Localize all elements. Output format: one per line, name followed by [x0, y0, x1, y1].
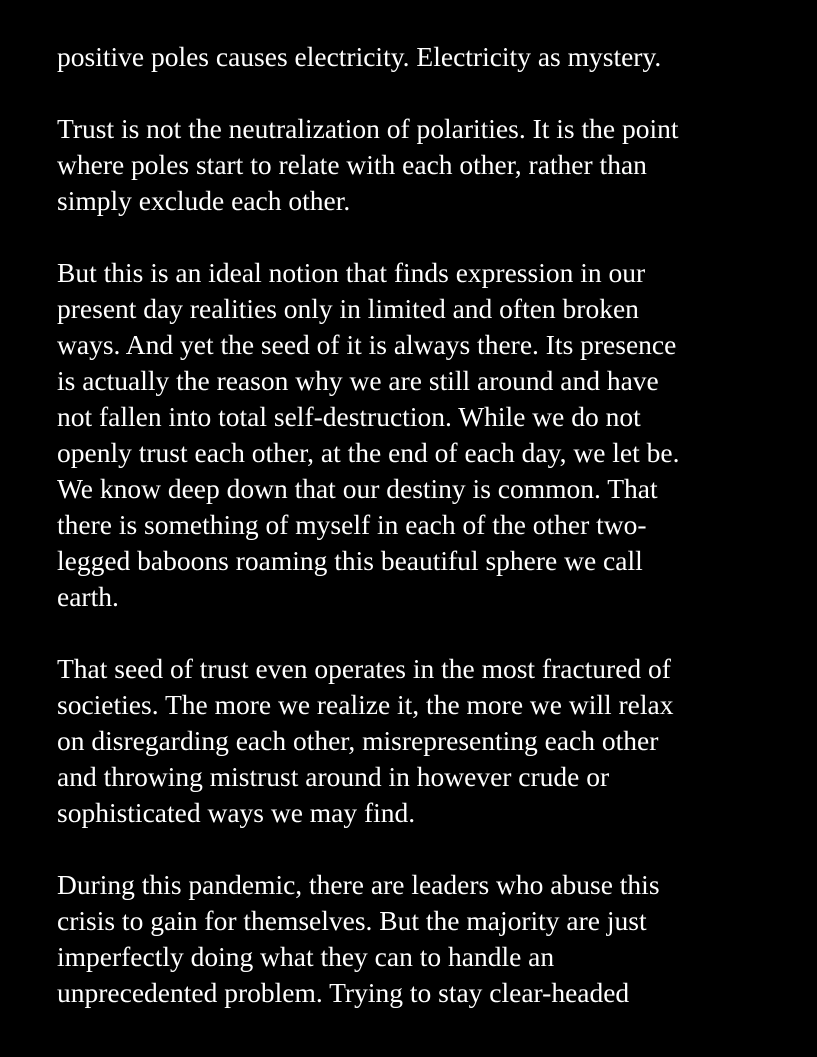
text-line: ways. And yet the seed of it is always there. Its presence	[57, 329, 677, 360]
text-line: present day realities only in limited and often broken	[57, 293, 639, 324]
document-page	[57, 39, 797, 1011]
text-line: sophisticated ways we may find.	[57, 797, 416, 828]
paragraph	[57, 39, 797, 75]
text-line: there is something of myself in each of the other two-	[57, 509, 647, 540]
text-line: legged baboons roaming this beautiful sphere we call	[57, 545, 643, 576]
text-line: not fallen into total self-destruction. While we do not	[57, 401, 641, 432]
text-line: simply exclude each other.	[57, 185, 351, 216]
text-line: societies. The more we realize it, the more we will relax	[57, 689, 674, 720]
paragraph	[57, 651, 797, 831]
paragraph-spacer	[57, 831, 797, 867]
paragraph	[57, 111, 797, 219]
paragraph	[57, 255, 797, 615]
text-line: on disregarding each other, misrepresenting each other	[57, 725, 659, 756]
text-line: Trust is not the neutralization of polarities. It is the point	[57, 113, 679, 144]
text-line: where poles start to relate with each other, rather than	[57, 149, 647, 180]
paragraph-spacer	[57, 219, 797, 255]
text-line: During this pandemic, there are leaders who abuse this	[57, 869, 660, 900]
text-line: openly trust each other, at the end of each day, we let be.	[57, 437, 680, 468]
text-line: is actually the reason why we are still around and have	[57, 365, 659, 396]
text-line: earth.	[57, 581, 119, 612]
text-line: That seed of trust even operates in the most fractured of	[57, 653, 671, 684]
text-line: imperfectly doing what they can to handle an	[57, 941, 555, 972]
text-line: and throwing mistrust around in however crude or	[57, 761, 610, 792]
text-line: We know deep down that our destiny is common. That	[57, 473, 658, 504]
paragraph-spacer	[57, 615, 797, 651]
text-line: crisis to gain for themselves. But the majority are just	[57, 905, 647, 936]
text-line: positive poles causes electricity. Electricity as mystery.	[57, 41, 662, 72]
text-line: But this is an ideal notion that finds expression in our	[57, 257, 646, 288]
paragraph	[57, 867, 797, 1011]
paragraph-spacer	[57, 75, 797, 111]
text-line: unprecedented problem. Trying to stay clear-headed	[57, 977, 630, 1008]
